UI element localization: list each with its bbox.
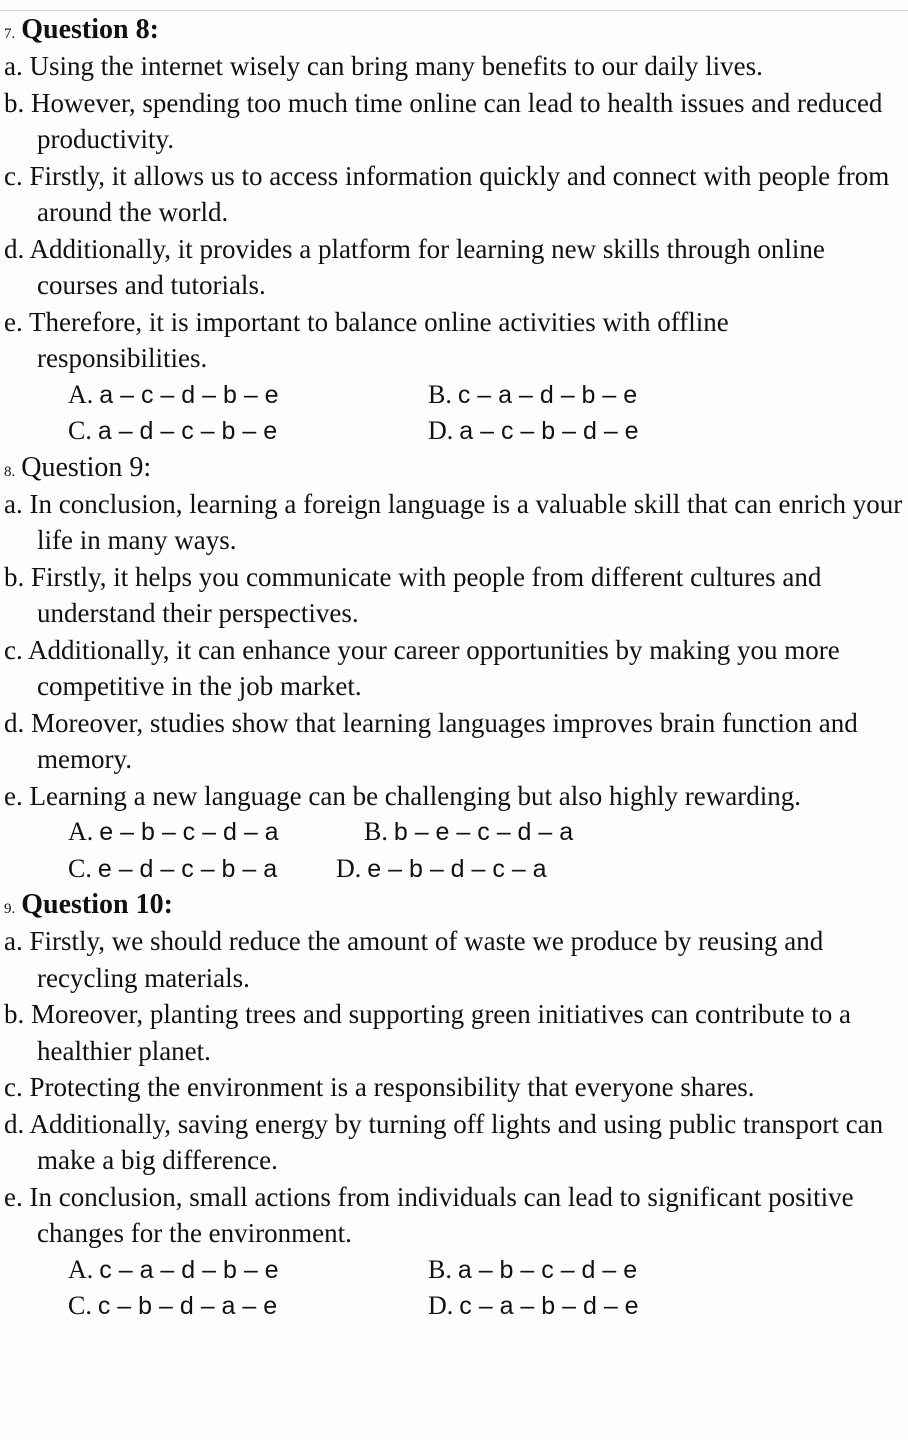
option-a[interactable]: [68, 814, 279, 851]
statement-b: b. Firstly, it helps you communicate with people from different cultures and understand their perspectives.: [4, 561, 822, 628]
answer-options: [4, 377, 904, 450]
option-a[interactable]: [68, 377, 279, 414]
statement-c: c. Protecting the environment is a responsibility that everyone shares.: [4, 1072, 755, 1102]
option-letter: A.: [68, 817, 94, 846]
option-letter: C.: [68, 853, 92, 883]
question-title: Question 9:: [21, 451, 152, 483]
option-d[interactable]: [428, 413, 639, 450]
option-d[interactable]: [336, 851, 547, 888]
option-letter: D.: [428, 416, 454, 445]
statement-c: c. Additionally, it can enhance your career opportunities by making you more competitive in the job market.: [4, 634, 840, 701]
option-d[interactable]: [428, 1288, 639, 1325]
option-b[interactable]: [428, 1252, 637, 1289]
option-text: a – b – c – d – e: [457, 1255, 638, 1284]
statement-a: a. Using the internet wisely can bring many benefits to our daily lives.: [4, 51, 763, 81]
top-divider: [0, 10, 908, 11]
statement-e: e. Learning a new language can be challenging but also highly rewarding.: [4, 780, 801, 811]
option-letter: A.: [68, 1254, 94, 1284]
option-text: a – c – b – d – e: [459, 417, 639, 445]
option-text: c – a – d – b – e: [99, 1255, 279, 1284]
question-number: 8.: [4, 463, 16, 480]
statement-a: a. Firstly, we should reduce the amount of waste we produce by reusing and recycling materials.: [4, 926, 824, 993]
question-block-8: [4, 12, 904, 450]
option-text: c – a – b – d – e: [459, 1292, 639, 1320]
option-letter: C.: [68, 416, 92, 445]
question-header: [4, 12, 904, 48]
option-text: c – b – d – a – e: [97, 1292, 278, 1320]
option-letter: B.: [428, 1254, 452, 1284]
statement-d: d. Additionally, saving energy by turning off lights and using public transport can make a big difference.: [4, 1108, 884, 1175]
statement-a: a. In conclusion, learning a foreign language is a valuable skill that can enrich your life in many ways.: [4, 488, 903, 555]
option-text: e – b – c – d – a: [99, 818, 279, 846]
option-letter: B.: [428, 379, 452, 409]
option-text: b – e – c – d – a: [393, 818, 574, 846]
option-letter: A.: [68, 379, 94, 409]
statement-b: b. Moreover, planting trees and supporting green initiatives can contribute to a healthier planet.: [4, 999, 851, 1066]
option-b[interactable]: [364, 814, 573, 851]
option-text: a – c – d – b – e: [99, 380, 279, 409]
option-text: e – d – c – b – a: [97, 854, 278, 883]
answer-options: [4, 814, 904, 887]
option-c[interactable]: [68, 413, 277, 450]
option-letter: D.: [428, 1291, 454, 1320]
question-title: Question 10:: [21, 889, 173, 920]
question-number: 7.: [4, 26, 16, 42]
option-letter: D.: [336, 853, 362, 883]
answer-options: [4, 1252, 904, 1325]
question-number: 9.: [4, 901, 16, 917]
option-c[interactable]: [68, 851, 277, 888]
question-block-10: [4, 887, 904, 1325]
option-text: c – a – d – b – e: [457, 380, 638, 409]
question-title: Question 8:: [21, 14, 159, 45]
statement-c: c. Firstly, it allows us to access information quickly and connect with people from around the world.: [4, 160, 890, 227]
option-text: e – b – d – c – a: [367, 854, 547, 883]
statement-b: b. However, spending too much time online can lead to health issues and reduced productivity.: [4, 87, 883, 154]
option-letter: C.: [68, 1291, 92, 1320]
option-b[interactable]: [428, 377, 637, 414]
document-page: [4, 12, 904, 1325]
statement-e: e. Therefore, it is important to balance online activities with offline responsibilities.: [4, 306, 729, 373]
option-text: a – d – c – b – e: [97, 417, 278, 445]
option-a[interactable]: [68, 1252, 279, 1289]
option-c[interactable]: [68, 1288, 277, 1325]
question-header: [4, 887, 904, 923]
statement-d: d. Moreover, studies show that learning languages improves brain function and memory.: [4, 707, 858, 774]
question-block-9: [4, 450, 904, 888]
statement-d: d. Additionally, it provides a platform for learning new skills through online courses and tutorials.: [4, 233, 825, 300]
option-letter: B.: [364, 817, 388, 846]
statement-e: e. In conclusion, small actions from individuals can lead to significant positive changes for the environment.: [4, 1181, 854, 1248]
question-header: [4, 450, 904, 486]
